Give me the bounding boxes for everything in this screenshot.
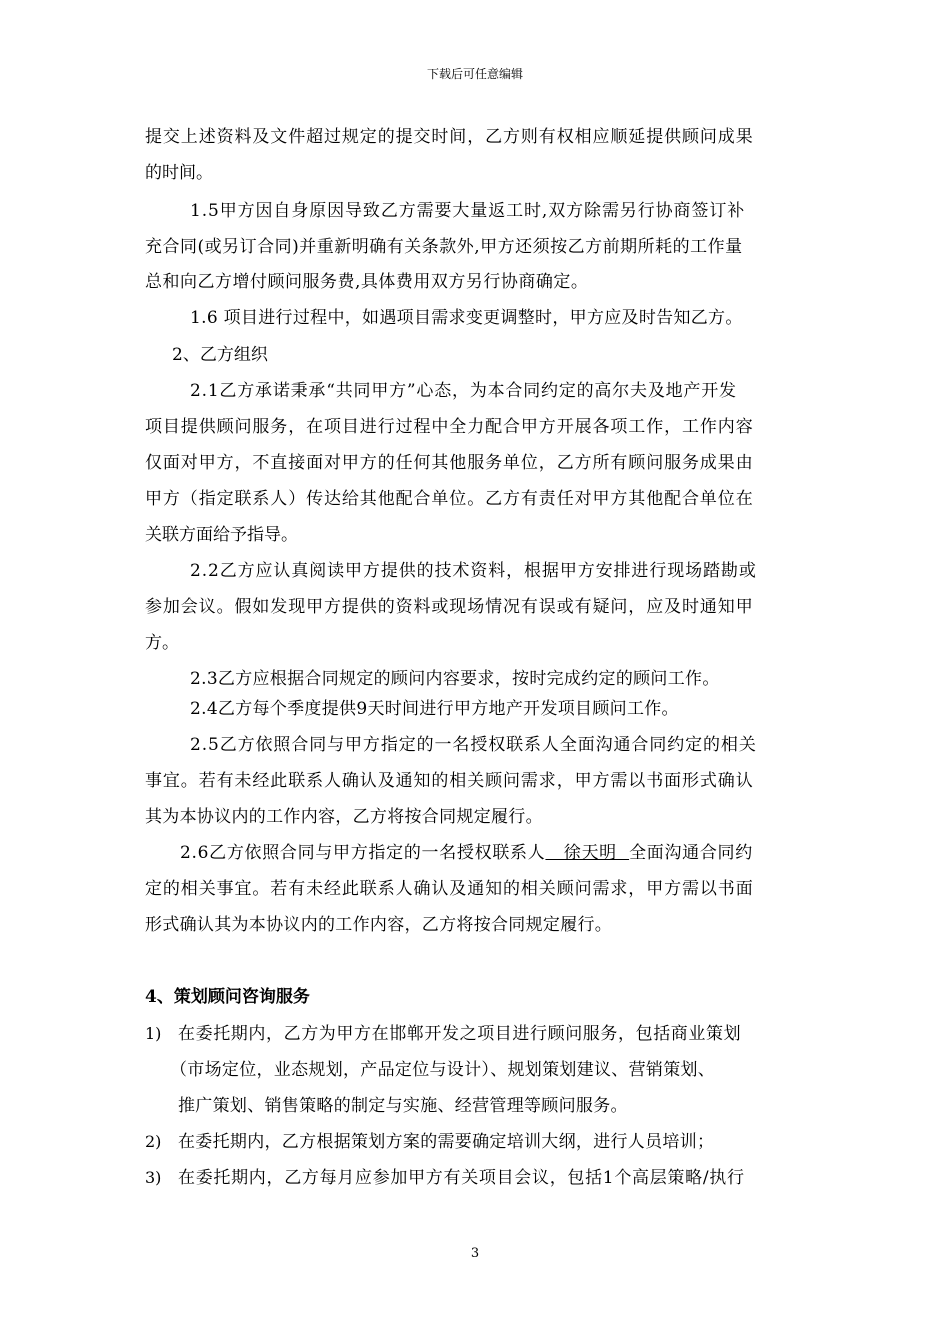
paragraph-line: 参加会议。假如发现甲方提供的资料或现场情况有误或有疑问，应及时通知甲 bbox=[145, 597, 754, 617]
list-item-line: （市场定位，业态规划，产品定位与设计）、规划策划建议、营销策划、 bbox=[170, 1060, 716, 1080]
list-item-line: 在委托期内，乙方每月应参加甲方有关项目会议，包括1个高层策略/执行 bbox=[178, 1168, 745, 1188]
clause-2-6-text: 全面沟通合同约 bbox=[629, 843, 753, 863]
contact-person-name: 徐天明 bbox=[545, 843, 630, 863]
paragraph-line: 的时间。 bbox=[145, 163, 213, 183]
list-item-line: 推广策划、销售策略的制定与实施、经营管理等顾问服务。 bbox=[178, 1096, 628, 1116]
paragraph-line: 1.6 项目进行过程中，如遇项目需求变更调整时，甲方应及时告知乙方。 bbox=[190, 308, 743, 328]
paragraph-line: 2.5乙方依照合同与甲方指定的一名授权联系人全面沟通合同约定的相关 bbox=[190, 735, 757, 755]
paragraph-line: 甲方（指定联系人）传达给其他配合单位。乙方有责任对甲方其他配合单位在 bbox=[145, 489, 754, 509]
paragraph-line: 其为本协议内的工作内容，乙方将按合同规定履行。 bbox=[145, 807, 543, 827]
paragraph-line: 方。 bbox=[145, 633, 179, 653]
paragraph-line: 2.3乙方应根据合同规定的顾问内容要求，按时完成约定的顾问工作。 bbox=[190, 669, 720, 689]
section-heading: 2、乙方组织 bbox=[172, 345, 268, 365]
section-4-title: 4、策划顾问咨询服务 bbox=[145, 987, 310, 1007]
paragraph-line: 总和向乙方增付顾问服务费,具体费用双方另行协商确定。 bbox=[145, 272, 589, 292]
page-number: 3 bbox=[470, 1246, 480, 1261]
paragraph-line: 2.1乙方承诺秉承“共同甲方”心态，为本合同约定的高尔夫及地产开发 bbox=[190, 381, 737, 401]
list-number: 1) bbox=[145, 1024, 162, 1043]
paragraph-line: 提交上述资料及文件超过规定的提交时间，乙方则有权相应顺延提供顾问成果 bbox=[145, 127, 754, 147]
list-item-line: 在委托期内，乙方根据策划方案的需要确定培训大纲，进行人员培训； bbox=[178, 1132, 715, 1152]
list-number: 2) bbox=[145, 1132, 162, 1151]
paragraph-line: 关联方面给予指导。 bbox=[145, 525, 298, 545]
paragraph-line: 2.4乙方每个季度提供9天时间进行甲方地产开发项目顾问工作。 bbox=[190, 699, 679, 719]
paragraph-line: 1.5甲方因自身原因导致乙方需要大量返工时,双方除需另行协商签订补 bbox=[190, 201, 746, 221]
paragraph-line: 定的相关事宜。若有未经此联系人确认及通知的相关顾问需求，甲方需以书面 bbox=[145, 879, 754, 899]
list-number: 3) bbox=[145, 1168, 162, 1187]
clause-2-6-line bbox=[180, 841, 753, 865]
list-item-line: 在委托期内，乙方为甲方在邯郸开发之项目进行顾问服务，包括商业策划 bbox=[178, 1024, 742, 1044]
paragraph-line: 充合同(或另订合同)并重新明确有关条款外,甲方还须按乙方前期所耗的工作量 bbox=[145, 237, 743, 257]
page-header: 下载后可任意编辑 bbox=[426, 67, 523, 81]
clause-2-6-text: 2.6乙方依照合同与甲方指定的一名授权联系人 bbox=[180, 843, 546, 863]
paragraph-line: 形式确认其为本协议内的工作内容，乙方将按合同规定履行。 bbox=[145, 915, 613, 935]
paragraph-line: 事宜。若有未经此联系人确认及通知的相关顾问需求，甲方需以书面形式确认 bbox=[145, 771, 754, 791]
paragraph-line: 仅面对甲方，不直接面对甲方的任何其他服务单位，乙方所有顾问服务成果由 bbox=[145, 453, 754, 473]
paragraph-line: 项目提供顾问服务，在项目进行过程中全力配合甲方开展各项工作，工作内容 bbox=[145, 417, 754, 437]
paragraph-line: 2.2乙方应认真阅读甲方提供的技术资料，根据甲方安排进行现场踏勘或 bbox=[190, 561, 757, 581]
